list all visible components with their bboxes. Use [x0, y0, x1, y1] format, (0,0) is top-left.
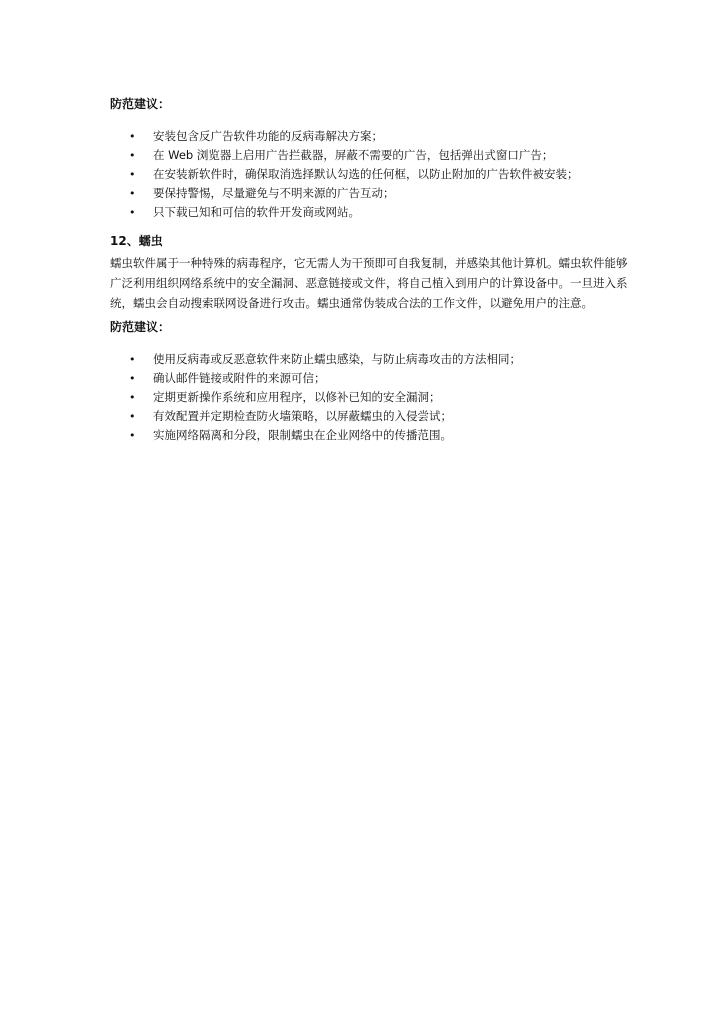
bullet-icon: • — [129, 353, 136, 366]
list-item — [110, 369, 690, 388]
bullet-icon: • — [129, 391, 136, 404]
prevention-heading-adware: 防范建议： — [110, 97, 171, 111]
list-item-text: 实施网络隔离和分段，限制蠕虫在企业网络中的传播范围。 — [153, 428, 452, 442]
list-item — [110, 407, 690, 426]
bullet-icon: • — [129, 410, 136, 423]
list-item-text: 安装包含反广告软件功能的反病毒解决方案； — [153, 129, 383, 143]
prevention-list-adware — [110, 127, 690, 222]
document-content — [110, 94, 690, 445]
bullet-icon: • — [129, 429, 136, 442]
list-item-text: 要保持警惕，尽量避免与不明来源的广告互动； — [153, 186, 395, 200]
bullet-icon: • — [129, 149, 136, 162]
list-item-text: 使用反病毒或反恶意软件来防止蠕虫感染，与防止病毒攻击的方法相同； — [153, 352, 521, 366]
bullet-icon: • — [129, 206, 136, 219]
bullet-icon: • — [129, 130, 136, 143]
list-item-text: 定期更新操作系统和应用程序，以修补已知的安全漏洞； — [153, 390, 441, 404]
list-item-text: 在安装新软件时，确保取消选择默认勾选的任何框，以防止附加的广告软件被安装； — [153, 167, 579, 181]
list-item-text: 有效配置并定期检查防火墙策略，以屏蔽蠕虫的入侵尝试； — [153, 409, 452, 423]
list-item-text: 只下载已知和可信的软件开发商或网站。 — [153, 205, 360, 219]
list-item — [110, 388, 690, 407]
worm-description: 蠕虫软件属于一种特殊的病毒程序，它无需人为干预即可自我复制，并感染其他计算机。蠕虫软件能够广泛利用组织网络系统中的安全漏洞、恶意链接或文件，将自己植入到用户的计算设备中。一旦进入系统，蠕虫会自动搜索联网设备进行攻击。蠕虫通常伪装成合法的工作文件，以避免用户的注意。 — [110, 256, 628, 310]
list-item — [110, 426, 690, 445]
bullet-icon: • — [129, 168, 136, 181]
list-item — [110, 146, 690, 165]
list-item — [110, 127, 690, 146]
prevention-list-worm — [110, 350, 690, 445]
list-item — [110, 350, 690, 369]
prevention-heading-worm: 防范建议： — [110, 320, 171, 334]
list-item-text: 在 Web 浏览器上启用广告拦截器，屏蔽不需要的广告，包括弹出式窗口广告； — [153, 148, 554, 162]
list-item — [110, 203, 690, 222]
bullet-icon: • — [129, 372, 136, 385]
list-item — [110, 165, 690, 184]
section-heading-worm: 12、蠕虫 — [110, 234, 163, 248]
bullet-icon: • — [129, 187, 136, 200]
list-item-text: 确认邮件链接或附件的来源可信； — [153, 371, 326, 385]
list-item — [110, 184, 690, 203]
